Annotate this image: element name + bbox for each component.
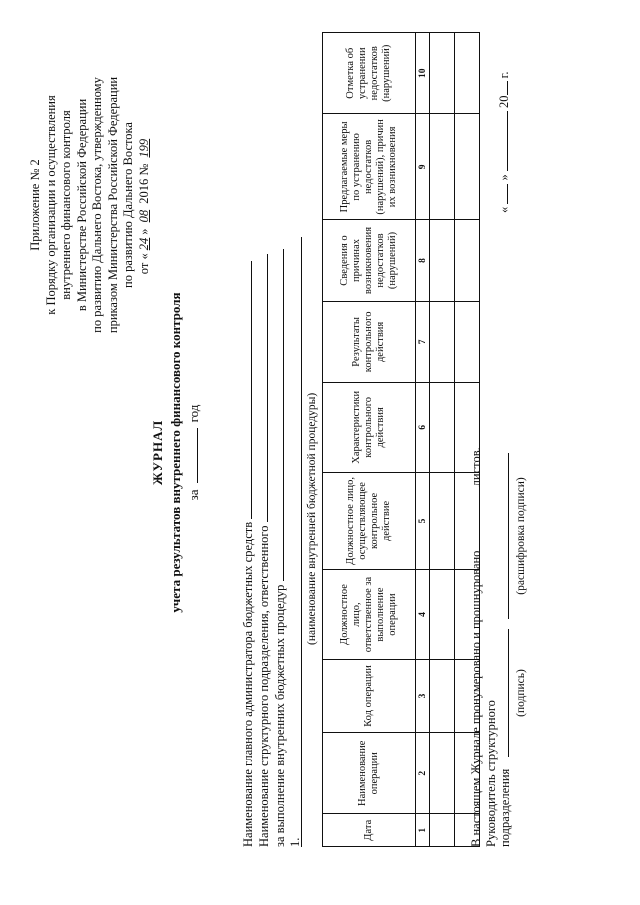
unit-label-1: Наименование структурного подразделения, ответственного (257, 525, 271, 847)
date-year-suffix: г. (497, 71, 511, 79)
period-blank-line (197, 428, 198, 483)
table-cell (455, 220, 480, 301)
head-label-line-1: Руководитель структурного (484, 700, 498, 847)
header-controlling-officer: Должностное лицо, осуществляющее контрольное действие (323, 472, 416, 570)
column-number: 2 (416, 733, 430, 814)
signature-caption: (подпись) (515, 669, 527, 717)
table-cell (430, 472, 455, 570)
header-operation-code: Код операции (323, 659, 416, 732)
table-header-row (323, 33, 416, 847)
appendix-line: внутреннего финансового контроля (59, 110, 73, 300)
procedure-line (288, 237, 302, 847)
header-date: Дата (323, 814, 416, 847)
appendix-line: по развитию Дальнего Востока, утвержденному (90, 77, 104, 333)
table-cell (430, 301, 455, 382)
appendix-block (28, 40, 152, 370)
date-month-blank (496, 111, 508, 171)
journal-title: ЖУРНАЛ (150, 419, 165, 486)
order-number-handwritten: 199 (136, 138, 151, 158)
column-number: 4 (416, 570, 430, 660)
appendix-line: в Министерстве Российской Федерации (74, 98, 89, 312)
table-number-row (416, 33, 430, 847)
unit-field-line-2 (272, 249, 288, 847)
header-operation-name: Наименование операции (323, 733, 416, 814)
header-responsible-officer: Должностное лицо, ответственное за выполнение операции (323, 570, 416, 660)
column-number: 7 (416, 301, 430, 382)
table-cell (430, 220, 455, 301)
order-prefix: от « (136, 253, 151, 275)
appendix-line: к Порядку организации и осуществления (43, 95, 58, 315)
table-cell (430, 33, 455, 114)
table-cell (455, 33, 480, 114)
pages-count-line (468, 447, 484, 847)
signature-blank-line (508, 629, 509, 757)
column-number: 9 (416, 114, 430, 220)
appendix-line: по развитию Дальнего Востока (121, 122, 135, 288)
header-elimination-mark: Отметка об устранении недостатков (нарушений) (323, 33, 416, 114)
unit-field-line-1 (256, 254, 272, 847)
procedure-caption: (наименование внутренней бюджетной процедуры) (306, 392, 318, 645)
pages-count-prefix: В настоящем Журнале пронумеровано и прошнуровано (469, 550, 483, 847)
decode-caption: (расшифровка подписи) (515, 477, 527, 595)
item-number: 1. (288, 837, 302, 847)
period-suffix: год (186, 404, 201, 423)
order-month-handwritten: 08 (136, 209, 151, 223)
decode-blank-line (508, 453, 509, 619)
unit-blank-line-1 (256, 254, 268, 522)
footer-date (496, 72, 512, 213)
table-cell (430, 659, 455, 732)
date-open-quote: « (497, 206, 511, 213)
period-prefix: за (186, 489, 201, 501)
pages-count-blank (468, 489, 480, 547)
unit-blank-line-2 (272, 249, 284, 581)
date-close-quote: » (497, 174, 511, 181)
table-cell (430, 114, 455, 220)
order-year: 2016 № (136, 163, 151, 204)
date-year-prefix: 20 (497, 95, 511, 108)
header-control-results: Результаты контрольного действия (323, 301, 416, 382)
table-cell (455, 114, 480, 220)
date-year-blank (496, 82, 508, 96)
admin-field (240, 261, 256, 847)
table-row (430, 33, 455, 847)
column-number: 5 (416, 472, 430, 570)
admin-blank-line (240, 261, 252, 519)
column-number: 6 (416, 383, 430, 473)
table-cell (430, 570, 455, 660)
admin-label: Наименование главного администратора бюджетных средств (241, 521, 255, 847)
header-control-characteristics: Характеристики контрольного действия (323, 383, 416, 473)
column-number: 3 (416, 659, 430, 732)
journal-period (186, 0, 202, 905)
order-day-handwritten: 24 (136, 237, 151, 251)
appendix-line: Приложение № 2 (28, 159, 42, 251)
unit-label-2: за выполнение внутренних бюджетных процедур (273, 584, 287, 847)
appendix-line: приказом Министерства Российской Федерации (105, 76, 120, 334)
table-cell (455, 301, 480, 382)
table-cell (430, 814, 455, 847)
journal-table (322, 32, 480, 847)
header-deficiency-causes: Сведения о причинах возникновения недостатков (нарушений) (323, 220, 416, 301)
column-number: 10 (416, 33, 430, 114)
header-proposed-measures: Предлагаемые меры по устранению недостатков (нарушений), причин их возникновения (323, 114, 416, 220)
order-mid: » (136, 228, 151, 235)
table-cell (430, 733, 455, 814)
pages-count-suffix: листов. (469, 447, 483, 487)
head-label-line-2: подразделения (498, 768, 512, 847)
column-number: 8 (416, 220, 430, 301)
column-number: 1 (416, 814, 430, 847)
journal-subtitle: учета результатов внутреннего финансового контроля (168, 292, 183, 613)
table-cell (430, 383, 455, 473)
date-day-blank (496, 184, 508, 204)
